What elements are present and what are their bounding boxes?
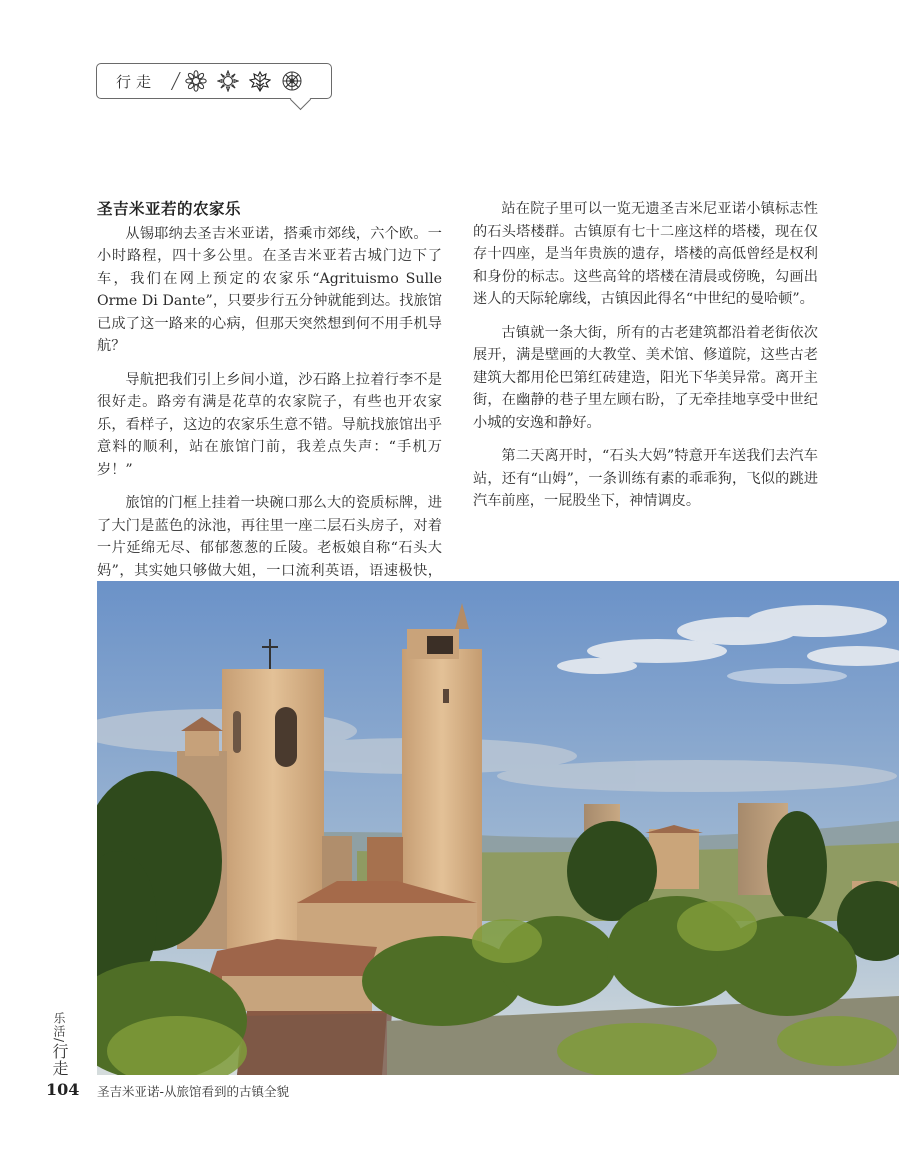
section-name: 行走 — [50, 1043, 69, 1078]
leaf-icon — [249, 70, 271, 92]
tab-pointer — [290, 89, 311, 110]
paragraph: 古镇就一条大街，所有的古老建筑都沿着老街依次展开，满是壁画的大教堂、美术馆、修道院，这些古老建筑大都用伦巴第红砖建造，阳光下华美异常。离开主街，在幽静的巷子里左顾右盼，了无牵挂地享受中世纪小城的安逸和静好。 — [473, 324, 818, 431]
section-separator: / — [52, 1038, 66, 1044]
roof-front — [237, 1013, 392, 1075]
page-number: 104 — [46, 1080, 80, 1099]
paragraph: 旅馆的门框上挂着一块碗口那么大的瓷质标牌，进了大门是蓝色的泳池，再往里一座二层石头房子，对着一片延绵无尽、郁郁葱葱的丘陵。老板娘自称“石头大妈”，其实她只够做大姐，一口流利英语，语速极快， — [97, 495, 442, 579]
magazine-name: 乐活 — [52, 1012, 66, 1038]
paragraph: 从锡耶纳去圣吉米亚诺，搭乘市郊线，六个欧。一小时路程，四十多公里。在圣吉米亚若古城门边下了车，我们在网上预定的农家乐“Agrituismo Sulle Orme Di Dante”，只要步行五分钟就能到达。找旅馆已成了这一路来的心病，但那天突然想到何不用手机导航？ — [97, 225, 442, 354]
paragraph: 第二天离开时，“石头大妈”特意开车送我们去汽车站，还有“山姆”，一条训练有素的乖乖狗，飞似的跳进汽车前座，一屁股坐下，神情调皮。 — [473, 448, 818, 509]
sun-flower-icon — [185, 70, 207, 92]
building-mid — [649, 829, 699, 889]
paragraph: 导航把我们引上乡间小道，沙石路上拉着行李不是很好走。路旁有满是花草的农家院子，有些也开农家乐，看样子，这边的农家乐生意不错。导航找旅馆出乎意料的顺利，站在旅馆门前，我差点失声：“手机万岁！” — [97, 371, 442, 478]
article-right-column — [473, 198, 818, 524]
article-left-column — [97, 198, 442, 616]
article-title: 圣吉米亚若的农家乐 — [97, 199, 242, 218]
sun-icon — [217, 70, 239, 92]
section-label: 行走 — [116, 72, 157, 91]
season-icons — [185, 70, 303, 92]
header-divider: / — [169, 68, 182, 94]
paragraph: 站在院子里可以一览无遗圣吉米尼亚诺小镇标志性的石头塔楼群。古镇原有七十二座这样的塔楼，现在仅存十四座，是当年贵族的遗存，塔楼的高低曾经是权利和身份的标志。这些高耸的塔楼在清晨或傍晚，勾画出迷人的天际轮廓线，古镇因此得名“中世纪的曼哈顿”。 — [473, 201, 818, 307]
section-header-tab — [96, 63, 332, 99]
town-skyline-photo — [97, 581, 899, 1075]
photo-caption: 圣吉米亚诺-从旅馆看到的古镇全貌 — [97, 1084, 290, 1099]
magazine-section-label — [50, 1012, 69, 1078]
